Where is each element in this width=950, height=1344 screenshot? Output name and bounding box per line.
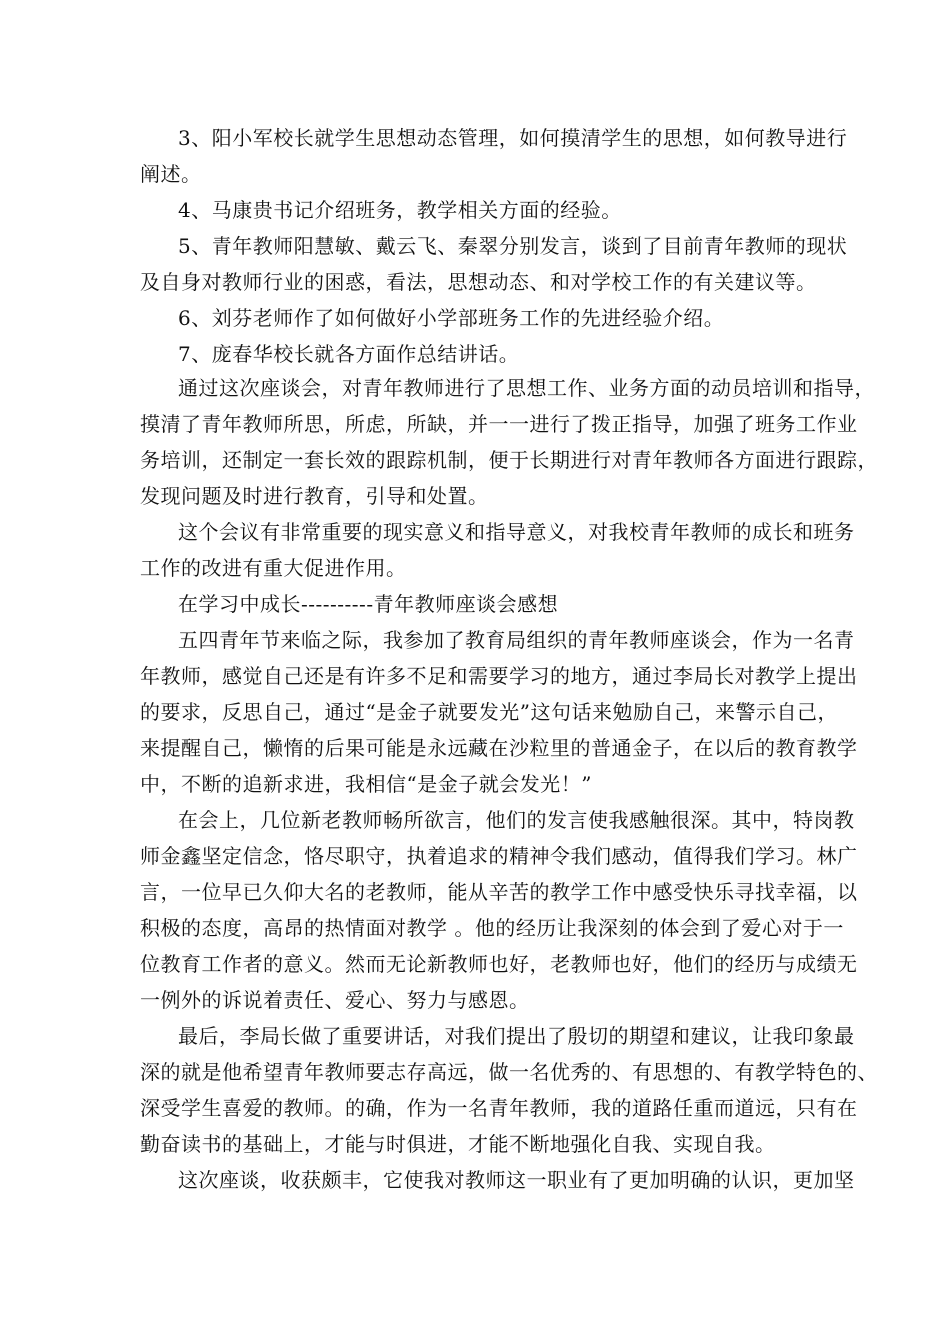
text-line: 年教师，感觉自己还是有许多不足和需要学习的地方，通过李局长对教学上提出 (140, 664, 858, 688)
text-line: 3、阳小军校长就学生思想动态管理，如何摸清学生的思想，如何教导进行 (178, 126, 848, 150)
text-line: 言，一位早已久仰大名的老教师，能从辛苦的教学工作中感受快乐寻找幸福，以 (140, 880, 858, 904)
text-line: 务培训，还制定一套长效的跟踪机制，便于长期进行对青年教师各方面进行跟踪， (140, 448, 878, 472)
text-line: 通过这次座谈会，对青年教师进行了思想工作、业务方面的动员培训和指导， (178, 376, 875, 400)
text-line: 这个会议有非常重要的现实意义和指导意义，对我校青年教师的成长和班务 (178, 520, 855, 544)
text-line: 积极的态度，高昂的热情面对教学 。他的经历让我深刻的体会到了爱心对于一 (140, 916, 844, 940)
text-line: 摸清了青年教师所思，所虑，所缺，并一一进行了拨正指导，加强了班务工作业 (140, 412, 858, 436)
text-line: 7、庞春华校长就各方面作总结讲话。 (178, 342, 520, 366)
text-line: 这次座谈，收获颇丰，它使我对教师这一职业有了更加明确的认识，更加坚 (178, 1168, 855, 1192)
text-line: 中，不断的追新求进，我相信“是金子就会发光！” (140, 772, 592, 796)
text-line: 6、刘芬老师作了如何做好小学部班务工作的先进经验介绍。 (178, 306, 725, 330)
text-line: 最后，李局长做了重要讲话，对我们提出了殷切的期望和建议，让我印象最 (178, 1024, 855, 1048)
text-line: 5、青年教师阳慧敏、戴云飞、秦翠分别发言，谈到了目前青年教师的现状 (178, 234, 848, 258)
text-line: 的要求，反思自己，通过“是金子就要发光”这句话来勉励自己，来警示自己， (140, 700, 838, 724)
section-heading: 在学习中成长----------青年教师座谈会感想 (178, 592, 559, 616)
text-line: 深受学生喜爱的教师。的确，作为一名青年教师，我的道路任重而道远，只有在 (140, 1096, 858, 1120)
text-line: 及自身对教师行业的困惑，看法，思想动态、和对学校工作的有关建议等。 (140, 270, 817, 294)
text-line: 师金鑫坚定信念，恪尽职守，执着追求的精神令我们感动，值得我们学习。林广 (140, 844, 858, 868)
text-line: 勤奋读书的基础上，才能与时俱进，才能不断地强化自我、实现自我。 (140, 1132, 776, 1156)
text-line: 五四青年节来临之际，我参加了教育局组织的青年教师座谈会，作为一名青 (178, 628, 855, 652)
text-line: 深的就是他希望青年教师要志存高远，做一名优秀的、有思想的、有教学特色的、 (140, 1060, 878, 1084)
text-line: 位教育工作者的意义。然而无论新教师也好，老教师也好，他们的经历与成绩无 (140, 952, 858, 976)
text-line: 一例外的诉说着责任、爱心、努力与感恩。 (140, 988, 530, 1012)
text-line: 4、马康贵书记介绍班务，教学相关方面的经验。 (178, 198, 622, 222)
text-line: 工作的改进有重大促进作用。 (140, 556, 407, 580)
text-line: 来提醒自己，懒惰的后果可能是永远藏在沙粒里的普通金子，在以后的教育教学 (140, 736, 858, 760)
text-line: 发现问题及时进行教育，引导和处置。 (140, 484, 489, 508)
text-line: 阐述。 (140, 162, 202, 186)
text-line: 在会上，几位新老教师畅所欲言，他们的发言使我感触很深。其中，特岗教 (178, 808, 855, 832)
